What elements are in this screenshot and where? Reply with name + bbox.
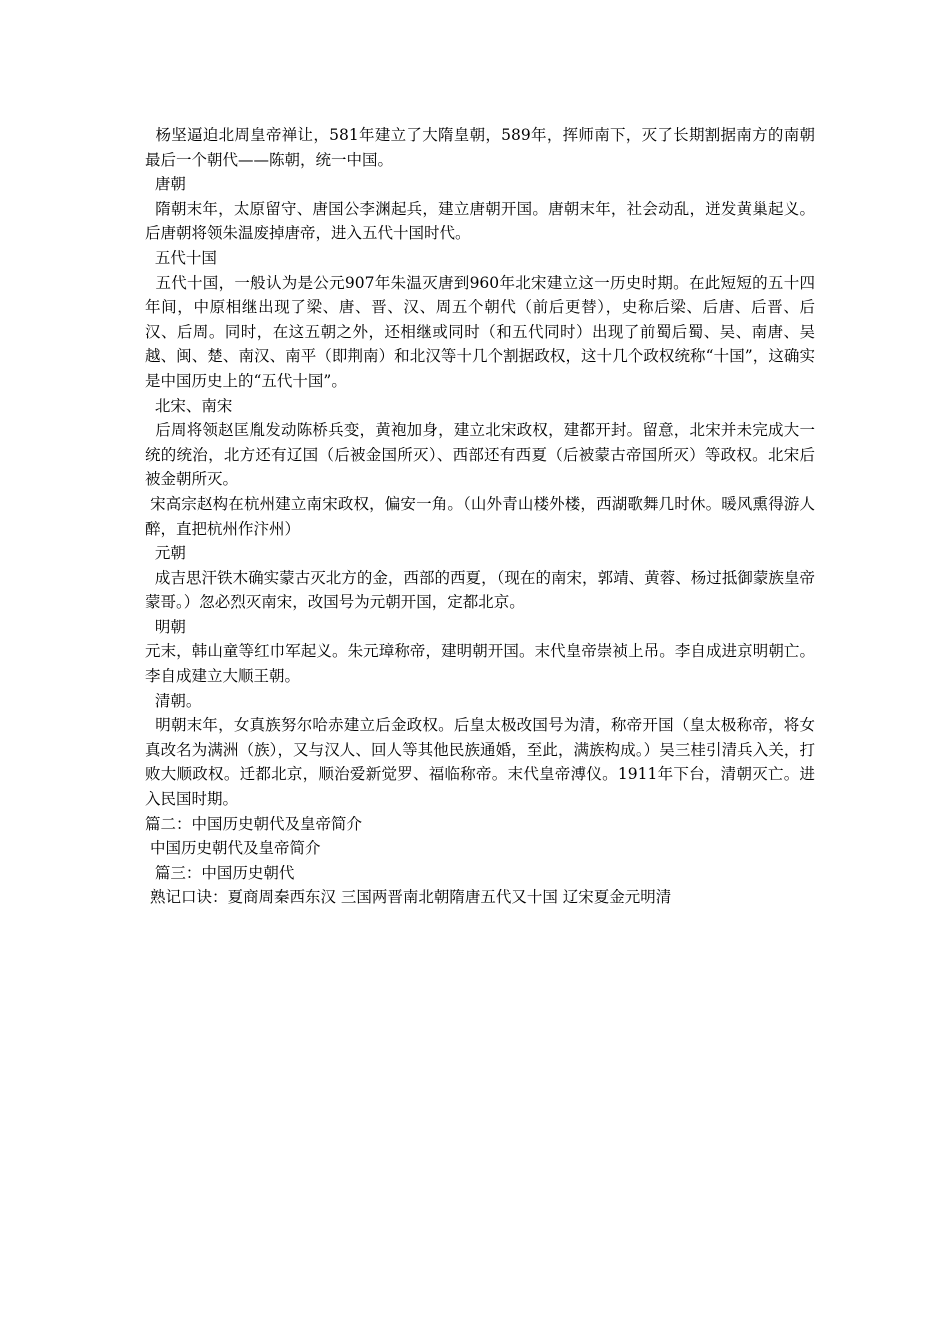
heading-ming: 明朝 <box>145 617 186 636</box>
heading-five-dynasties: 五代十国 <box>145 248 217 267</box>
document-body <box>145 123 815 910</box>
paragraph-ming: 元末，韩山童等红巾军起义。朱元璋称帝，建明朝开国。末代皇帝崇祯上吊。李自成进京明朝亡。李自成建立大顺王朝。 <box>145 642 815 686</box>
heading-qing: 清朝。 <box>145 691 202 710</box>
paragraph-northern-song: 后周将领赵匡胤发动陈桥兵变，黄袍加身，建立北宋政权，建都开封。留意，北宋并未完成大一统的统治，北方还有辽国（后被金国所灭）、西部还有西夏（后被蒙古帝国所灭）等政权。北宋后被金朝所灭。 <box>145 421 815 489</box>
paragraph-yuan: 成吉思汗铁木确实蒙古灭北方的金，西部的西夏，（现在的南宋，郭靖、黄蓉、杨过抵御蒙族皇帝蒙哥。）忽必烈灭南宋，改国号为元朝开国，定都北京。 <box>145 568 815 612</box>
paragraph-qing: 明朝末年，女真族努尔哈赤建立后金政权。后皇太极改国号为清，称帝开国（皇太极称帝，将女真改名为满洲（族），又与汉人、回人等其他民族通婚，至此，满族构成。）吴三桂引清兵入关，打败大顺政权。迁都北京，顺治爱新觉罗、福临称帝。末代皇帝溥仪。1911年下台，清朝灭亡。进入民国时期。 <box>145 716 815 809</box>
section-heading-part-two: 篇二：中国历史朝代及皇帝简介 <box>145 814 363 833</box>
heading-yuan: 元朝 <box>145 544 186 563</box>
paragraph-tang: 隋朝末年，太原留守、唐国公李渊起兵，建立唐朝开国。唐朝末年，社会动乱，迸发黄巢起义。后唐朝将领朱温废掉唐帝，进入五代十国时代。 <box>145 199 815 243</box>
paragraph-mnemonic: 熟记口诀：夏商周秦西东汉 三国两晋南北朝隋唐五代又十国 辽宋夏金元明清 <box>145 888 672 907</box>
heading-song: 北宋、南宋 <box>145 396 233 415</box>
section-heading-part-three: 篇三：中国历史朝代 <box>145 863 295 882</box>
paragraph-sui-founding: 杨坚逼迫北周皇帝禅让，581年建立了大隋皇朝，589年，挥师南下，灭了长期割据南方的南朝最后一个朝代——陈朝，统一中国。 <box>145 126 815 169</box>
section-subtitle-part-two: 中国历史朝代及皇帝简介 <box>145 839 321 858</box>
heading-tang: 唐朝 <box>145 175 186 194</box>
paragraph-five-dynasties: 五代十国，一般认为是公元907年朱温灭唐到960年北宋建立这一历史时期。在此短短的五十四年间，中原相继出现了梁、唐、晋、汉、周五个朝代（前后更替），史称后梁、后唐、后晋、后汉、后周。同时，在这五朝之外，还相继或同时（和五代同时）出现了前蜀后蜀、吴、南唐、吴越、闽、楚、南汉、南平（即荆南）和北汉等十几个割据政权，这十几个政权统称“十国”，这确实是中国历史上的“五代十国”。 <box>145 273 815 390</box>
paragraph-southern-song: 宋高宗赵构在杭州建立南宋政权，偏安一角。（山外青山楼外楼，西湖歌舞几时休。暖风熏得游人醉，直把杭州作汴州） <box>145 494 815 538</box>
